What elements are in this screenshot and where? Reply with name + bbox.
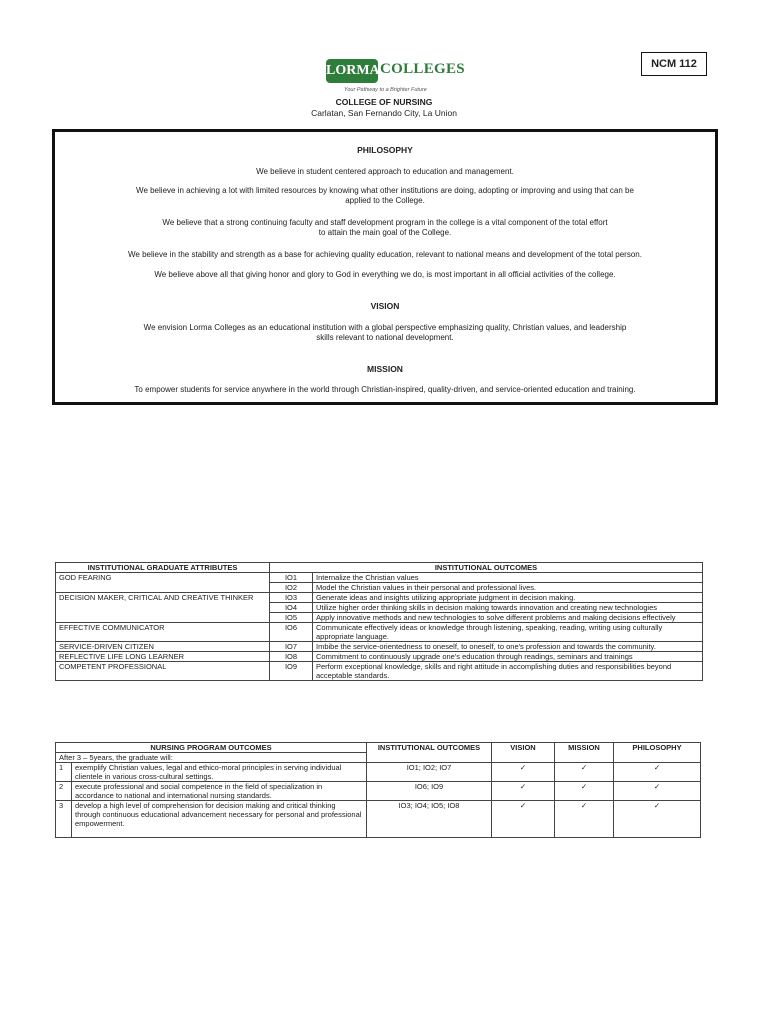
outcomes-header: INSTITUTIONAL OUTCOMES [270,563,703,573]
outcome-text: Communicate effectively ideas or knowledge through listening, speaking, reading, writing using culturally appropriate language. [313,623,703,642]
vision-check-icon: ✓ [492,763,555,782]
philosophy-paragraph: We believe in student centered approach to education and management. [256,167,514,176]
outcome-text: Perform exceptional knowledge, skills and right attitude in accomplishing duties and responsibilities beyond acceptable standards. [313,662,703,681]
mission-check-icon: ✓ [555,801,614,838]
program-intro: After 3 – 5years, the graduate will: [56,753,367,763]
philosophy-paragraph: We believe above all that giving honor and glory to God in everything we do, is most important in all official activities of the college. [154,270,616,279]
row-number: 2 [56,782,72,801]
outcome-text: Internalize the Christian values [313,573,703,583]
vision-heading: VISION [370,301,400,311]
outcome-code: IO4 [270,603,313,613]
row-number: 3 [56,801,72,838]
vision-check-icon: ✓ [492,782,555,801]
attribute-cell: SERVICE-DRIVEN CITIZEN [56,642,270,652]
philosophy-paragraph: We believe that a strong continuing faculty and staff development program in the college is a vital component of the total effort to attain the main goal of the College. [162,218,608,237]
outcome-code: IO9 [270,662,313,681]
mapped-outcomes: IO6; IO9 [367,782,492,801]
mission-header: MISSION [555,743,614,763]
program-outcome-text: exemplify Christian values, legal and ethico-moral principles in serving individual clientele in various cross-cultural settings. [72,763,367,782]
mapped-outcomes: IO3; IO4; IO5; IO8 [367,801,492,838]
table-row [56,573,703,583]
college-address: Carlatan, San Fernando City, La Union [311,108,457,118]
logo-tagline: Your Pathway to a Brighter Future [344,87,427,93]
outcome-text: Model the Christian values in their personal and professional lives. [313,583,703,593]
attributes-header: INSTITUTIONAL GRADUATE ATTRIBUTES [56,563,270,573]
philosophy-paragraph: We believe in the stability and strength as a base for achieving quality education, relevant to national means and development of the total person. [128,250,642,259]
philosophy-check-icon: ✓ [614,801,701,838]
attribute-cell: COMPETENT PROFESSIONAL [56,662,270,681]
philosophy-heading: PHILOSOPHY [357,145,413,155]
attribute-cell: REFLECTIVE LIFE LONG LEARNER [56,652,270,662]
philosophy-paragraph: We believe in achieving a lot with limited resources by knowing what other institutions are doing, adopting or improving and using that can be applied to the College. [136,186,634,205]
logo-colleges-text: COLLEGES [380,61,465,77]
program-outcome-text: execute professional and social competence in the field of specialization in accordance to national and international nursing standards. [72,782,367,801]
outcome-code: IO5 [270,613,313,623]
mission-text: To empower students for service anywhere in the world through Christian-inspired, quality-driven, and service-oriented education and training. [134,385,636,394]
program-outcome-text: develop a high level of comprehension for decision making and critical thinking through continuous educational advancement necessary for personal and professional empowerment. [72,801,367,838]
outcome-text: Apply innovative methods and new technologies to solve different problems and making decisions effectively [313,613,703,623]
table-row [56,652,703,662]
outcome-code: IO6 [270,623,313,642]
row-number: 1 [56,763,72,782]
vision-header: VISION [492,743,555,763]
lorma-logo [326,59,465,99]
table-row [56,763,701,782]
program-outcomes-header: NURSING PROGRAM OUTCOMES [56,743,367,753]
attribute-cell: EFFECTIVE COMMUNICATOR [56,623,270,642]
outcome-text: Generate ideas and insights utilizing appropriate judgment in decision making. [313,593,703,603]
institutional-outcomes-table [55,562,703,681]
table-row [56,782,701,801]
philosophy-header: PHILOSOPHY [614,743,701,763]
outcome-text: Utilize higher order thinking skills in decision making towards innovation and creating new technologies [313,603,703,613]
outcome-text: Imbibe the service-orientedness to oneself, to oneself, to one's profession and towards the community. [313,642,703,652]
table-header-row [56,743,701,753]
table-row [56,593,703,603]
mission-check-icon: ✓ [555,782,614,801]
outcome-code: IO7 [270,642,313,652]
vision-check-icon: ✓ [492,801,555,838]
outcome-code: IO1 [270,573,313,583]
outcome-code: IO3 [270,593,313,603]
college-name: COLLEGE OF NURSING [335,97,433,107]
table-row [56,801,701,838]
outcome-text: Commitment to continuously upgrade one's education through readings, seminars and trainings [313,652,703,662]
table-row [56,642,703,652]
institutional-outcomes-header: INSTITUTIONAL OUTCOMES [367,743,492,763]
course-code-box: NCM 112 [641,52,707,76]
table-header-row [56,563,703,573]
outcome-code: IO2 [270,583,313,593]
philosophy-vision-mission-box [52,129,718,405]
table-row [56,662,703,681]
attribute-cell: GOD FEARING [56,573,270,593]
logo-lorma-badge: LORMA [326,59,378,83]
mission-check-icon: ✓ [555,763,614,782]
mission-heading: MISSION [367,364,403,374]
outcome-code: IO8 [270,652,313,662]
philosophy-check-icon: ✓ [614,763,701,782]
program-outcomes-table [55,742,701,838]
philosophy-check-icon: ✓ [614,782,701,801]
attribute-cell: DECISION MAKER, CRITICAL AND CREATIVE THINKER [56,593,270,623]
vision-text: We envision Lorma Colleges as an educational institution with a global perspective emphasizing quality, Christian values, and leadership skills relevant to national development. [143,323,627,342]
table-row [56,623,703,642]
mapped-outcomes: IO1; IO2; IO7 [367,763,492,782]
